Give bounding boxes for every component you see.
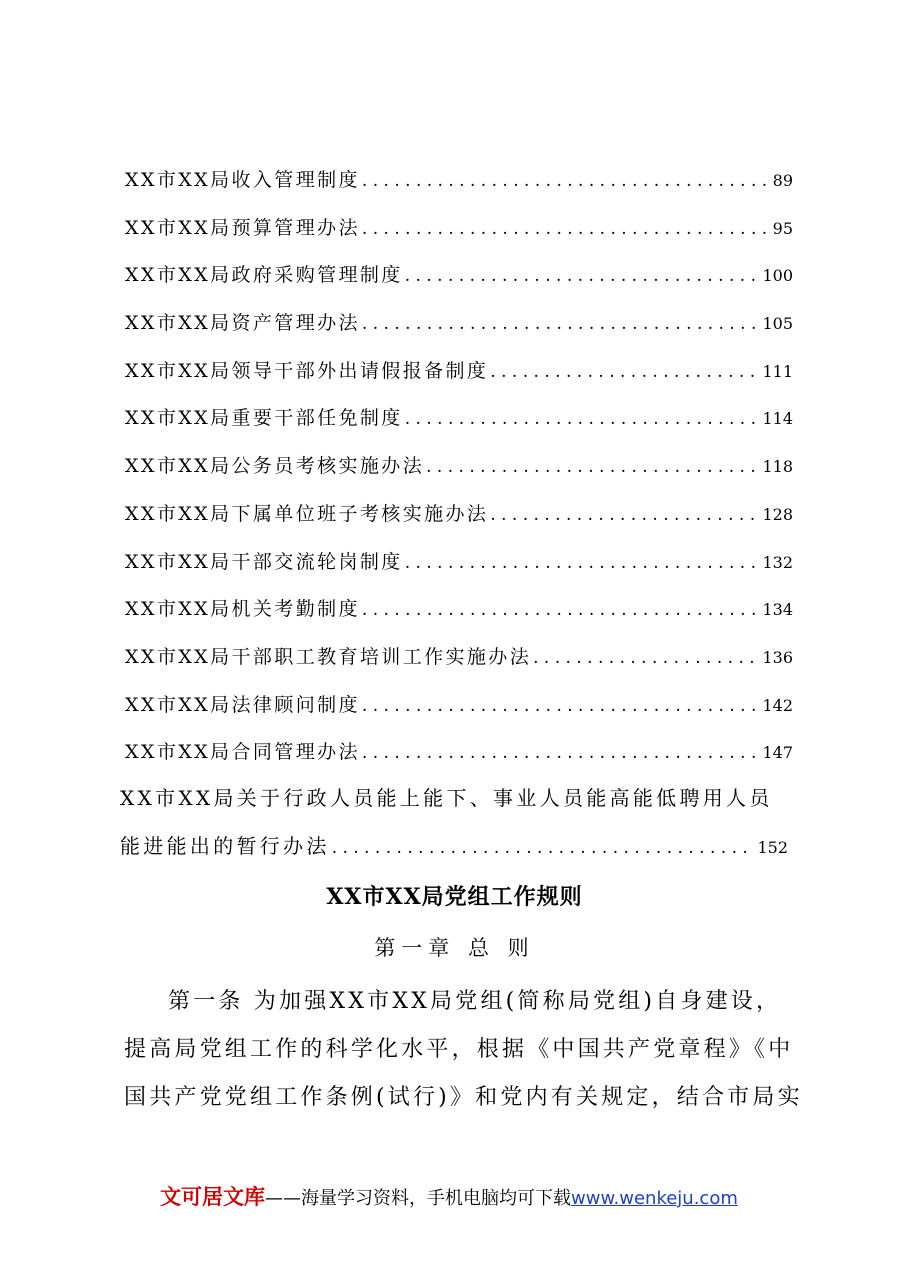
toc-page-number: 132 [762, 552, 793, 572]
body-paragraph [124, 978, 803, 1122]
brand-name: 文可居文库 [160, 1185, 265, 1209]
footer-banner [160, 1181, 738, 1211]
toc-entry-title: XX市XX局公务员考核实施办法 [125, 455, 425, 478]
toc-entry-title: XX市XX局领导干部外出请假报备制度 [125, 359, 489, 382]
toc-entry-title: XX市XX局干部职工教育培训工作实施办法 [125, 645, 532, 668]
chapter-heading: 第一章 总 则 [374, 936, 535, 960]
toc-entry[interactable] [125, 356, 793, 404]
toc-entry-title: XX市XX局收入管理制度 [125, 169, 360, 191]
toc-dot-leader [405, 553, 757, 573]
paragraph-line: 国共产党党组工作条例(试行)》和党内有关规定，结合市局实 [124, 1085, 803, 1110]
toc-dot-leader [332, 838, 752, 858]
toc-dot-leader [426, 457, 756, 477]
toc-page-number: 118 [762, 457, 793, 477]
toc-entry-title: XX市XX局法律顾问制度 [125, 693, 360, 716]
toc-entry-title: XX市XX局合同管理办法 [125, 741, 360, 764]
toc-dot-leader [405, 409, 757, 429]
toc-dot-leader [362, 743, 757, 763]
toc-entry[interactable] [125, 690, 793, 738]
toc-entry-line2 [120, 830, 788, 878]
toc-entry[interactable] [125, 547, 793, 595]
toc-page-number: 89 [772, 171, 793, 190]
toc-dot-leader [405, 266, 757, 286]
toc-entry[interactable] [125, 260, 793, 308]
toc-entry-title: XX市XX局干部交流轮岗制度 [125, 550, 403, 573]
toc-page-number: 128 [762, 504, 793, 524]
toc-page-number: 142 [762, 695, 793, 715]
toc-page-number: 100 [762, 266, 793, 286]
website-link[interactable]: www.wenkeju.com [571, 1188, 738, 1209]
toc-entry[interactable] [125, 308, 793, 356]
toc-entry[interactable] [125, 403, 793, 451]
toc-page-number: 95 [772, 218, 793, 238]
footer-slogan: ——海量学习资料，手机电脑均可下载 [265, 1188, 571, 1209]
toc-entry[interactable] [125, 213, 793, 261]
toc-entry[interactable] [125, 451, 793, 499]
toc-page-number: 147 [762, 743, 793, 763]
toc-entry-title: XX市XX局下属单位班子考核实施办法 [125, 502, 489, 525]
toc-dot-leader [490, 505, 756, 525]
toc-page-number: 134 [762, 600, 793, 620]
toc-dot-leader [533, 648, 756, 668]
toc-page-number: 105 [762, 314, 793, 334]
paragraph-line: 提高局党组工作的科学化水平，根据《中国共产党章程》《中 [124, 1037, 794, 1062]
toc-entry-title: XX市XX局资产管理办法 [125, 312, 360, 335]
toc-entry-wrapped[interactable] [120, 782, 795, 878]
toc-entry[interactable] [125, 165, 793, 213]
toc-dot-leader [362, 314, 757, 334]
toc-entry[interactable] [125, 499, 793, 547]
toc-entry-title-line1: XX市XX局关于行政人员能上能下、事业人员能高能低聘用人员 [120, 786, 773, 810]
toc-dot-leader [362, 600, 757, 620]
toc-page-number: 152 [757, 838, 788, 857]
toc-dot-leader [362, 171, 767, 191]
toc-dot-leader [490, 362, 756, 382]
toc-entry[interactable] [125, 737, 793, 785]
toc-entry[interactable] [125, 642, 793, 690]
toc-entry-title-line2: 能进能出的暂行办法 [120, 834, 330, 858]
toc-entry-title: XX市XX局重要干部任免制度 [125, 407, 403, 430]
paragraph-line: 第一条 为加强XX市XX局党组(简称局党组)自身建设， [168, 989, 782, 1014]
toc-page-number: 136 [762, 647, 793, 667]
toc-dot-leader [362, 696, 757, 716]
document-title: XX市XX局党组工作规则 [326, 884, 583, 910]
toc-dot-leader [362, 219, 767, 239]
toc-page-number: 111 [762, 361, 793, 381]
toc-entry-title: XX市XX局机关考勤制度 [125, 598, 360, 621]
toc-entry[interactable] [125, 594, 793, 642]
table-of-contents [125, 165, 793, 785]
toc-entry-title: XX市XX局预算管理办法 [125, 216, 360, 239]
toc-entry-title: XX市XX局政府采购管理制度 [125, 264, 403, 287]
toc-page-number: 114 [762, 409, 793, 429]
